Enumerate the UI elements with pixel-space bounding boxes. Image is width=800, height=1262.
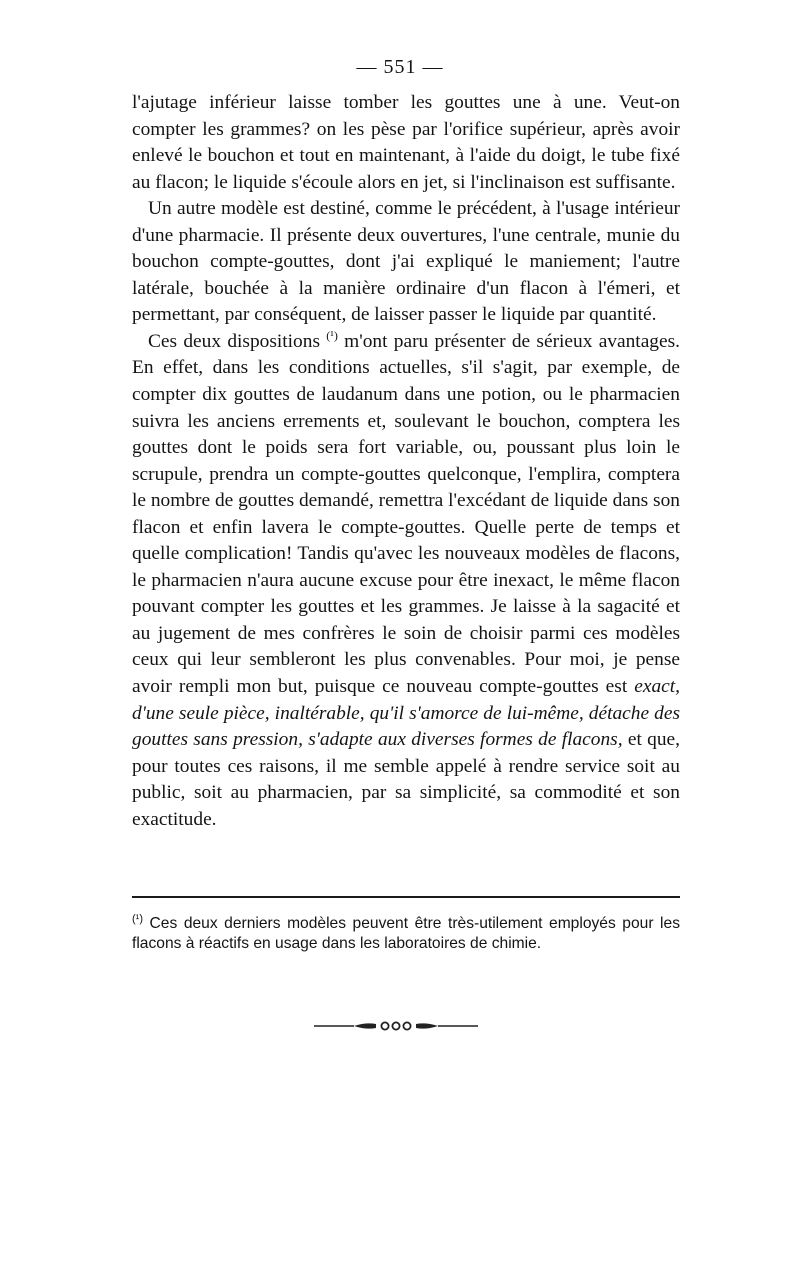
footnote-reference: (¹) xyxy=(326,328,338,343)
paragraph-advantages-closing: et que, pour toutes ces raisons, il me semble appelé à rendre service soit au public, soit au pharmacien, par sa simplicité, sa commodité et son exactitude. xyxy=(132,729,680,830)
page-number: — 551 — xyxy=(356,56,444,78)
footnote-mark: (¹) xyxy=(132,912,143,925)
paragraph-advantages-body: m'ont paru présenter de sérieux avantages. En effet, dans les conditions actuelles, s'il s'agit, par exemple, de compter dix gouttes de laudanum dans une potion, ou le pharmacien suivra les anciens errements et, soulevant le bouchon, comptera les gouttes dont le poids sera fort variable, ou, poussant plus loin le scrupule, prendra un compte-gouttes quelconque, l'emplira, comptera le nombre de gouttes demandé, remettra l'excédant de liquide dans son flacon et enfin lavera le compte-gouttes. Quelle perte de temps et quelle complication! Tandis qu'avec les nouveaux modèles de flacons, le pharmacien n'aura aucune excuse pour être inexact, le même flacon pouvant compter les gouttes et les grammes. Je laisse à la sagacité et au jugement de mes confrères le soin de choisir parmi ces modèles ceux qui leur sembleront les plus convenables. Pour moi, je pense avoir rempli mon but, puisque ce nouveau compte-gouttes est xyxy=(132,330,680,698)
paragraph-pharmacy-model: Un autre modèle est destiné, comme le précédent, à l'usage intérieur d'une pharmacie. Il présente deux ouvertures, l'une centrale, munie du bouchon compte-gouttes, dont j'ai expliqué le maniement; l'autre latérale, bouchée à la manière ordinaire d'un flacon à l'émeri, et permettant, par conséquent, de laisser passer le liquide par quantité. xyxy=(132,198,680,326)
footnote xyxy=(132,914,680,954)
paragraph-advantages xyxy=(132,329,680,833)
italic-qualities-phrase: exact, d'une seule pièce, inaltérable, qu'il s'amorce de lui-même, détache des gouttes sans pression, s'adapte aux diverses formes de flacons, xyxy=(132,676,680,751)
footnote-text: Ces deux derniers modèles peuvent être très-utilement employés pour les flacons à réactifs en usage dans les laboratoires de chimie. xyxy=(132,915,680,952)
footnote-divider-rule xyxy=(132,896,680,898)
body-text xyxy=(132,90,680,833)
ornament-divider-icon xyxy=(314,1018,478,1034)
paragraph-continued: l'ajutage inférieur laisse tomber les gouttes une à une. Veut-on compter les grammes? on les pèse par l'orifice supérieur, après avoir enlevé le bouchon et tout en maintenant, à l'aide du doigt, le tube fixé au flacon; le liquide s'écoule alors en jet, si l'inclinaison est suffisante. xyxy=(132,92,680,193)
paragraph-advantages-opening: Ces deux dispositions xyxy=(148,330,320,352)
